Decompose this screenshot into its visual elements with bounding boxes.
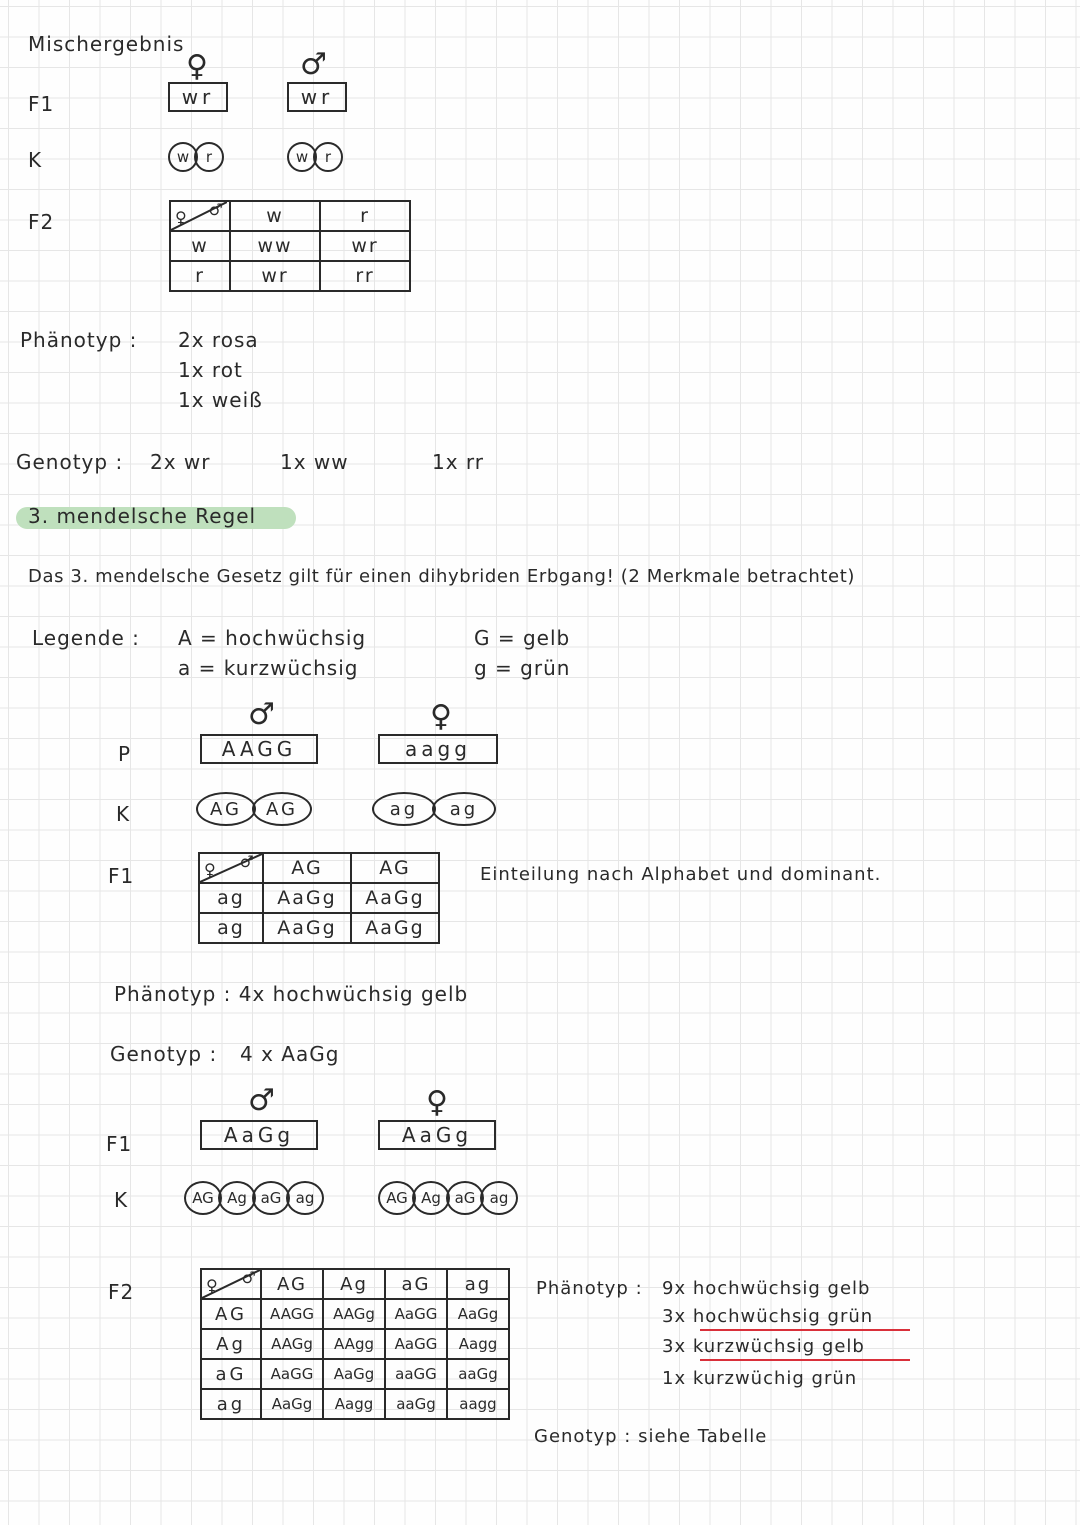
- table-cell: AaGG: [385, 1329, 447, 1359]
- table-cell: AaGg: [323, 1359, 385, 1389]
- f1-phenotype: Phänotyp : 4x hochwüchsig gelb: [114, 982, 469, 1006]
- table-cell: AAGG: [261, 1299, 323, 1329]
- gamete: Ag: [218, 1181, 256, 1215]
- red-underline: [700, 1329, 910, 1331]
- p-label: P: [118, 742, 132, 766]
- k-female-gametes: [372, 792, 492, 826]
- intro-text: Das 3. mendelsche Gesetz gilt für einen dihybriden Erbgang! (2 Merkmale betrachtet): [28, 566, 856, 587]
- f2-label: F2: [108, 1280, 135, 1304]
- gamete: AG: [184, 1181, 222, 1215]
- gamete: AG: [378, 1181, 416, 1215]
- phenotype-label: Phänotyp :: [20, 328, 138, 352]
- table-cell: AaGg: [263, 913, 351, 943]
- k-label: K: [28, 148, 43, 172]
- col-header: AG: [351, 853, 439, 883]
- note-text: Einteilung nach Alphabet und dominant.: [480, 864, 882, 885]
- table-cell: AaGg: [263, 883, 351, 913]
- female-symbol: ♀: [186, 49, 208, 84]
- male-symbol: ♂: [248, 1083, 275, 1118]
- phenotype-line: 1x weiß: [178, 388, 263, 412]
- table-corner: ♀ ♂: [199, 853, 263, 883]
- gamete: w: [168, 142, 198, 172]
- f2-phenotype-label: Phänotyp :: [536, 1278, 643, 1299]
- table-cell: AaGG: [261, 1359, 323, 1389]
- punnett-square-f2: [200, 1268, 510, 1420]
- f2-phenotype-line: 3x kurzwüchsig gelb: [662, 1336, 865, 1357]
- table-cell: AaGg: [351, 883, 439, 913]
- k-male-gametes: [287, 142, 339, 172]
- f2-genotype: Genotyp : siehe Tabelle: [534, 1426, 768, 1447]
- col-header: AG: [261, 1269, 323, 1299]
- table-corner: ♀ ♂: [170, 201, 230, 231]
- f1-genotype: 4 x AaGg: [240, 1042, 340, 1066]
- gamete: r: [194, 142, 224, 172]
- gamete: ag: [286, 1181, 324, 1215]
- table-cell: aaGg: [385, 1389, 447, 1419]
- f1b-male-genotype: AaGg: [200, 1120, 318, 1150]
- f2-phenotype-line: 3x hochwüchsig grün: [662, 1306, 874, 1327]
- gamete: w: [287, 142, 317, 172]
- genotype-item: 1x ww: [280, 450, 349, 474]
- section-title: Mischergebnis: [28, 32, 185, 56]
- table-cell: Aagg: [447, 1329, 509, 1359]
- f1-male-genotype: wr: [287, 82, 347, 112]
- f2-label: F2: [28, 210, 55, 234]
- male-symbol: ♂: [248, 697, 275, 732]
- phenotype-line: 2x rosa: [178, 328, 259, 352]
- gamete: aG: [252, 1181, 290, 1215]
- f2-phenotype-line: 1x kurzwüchig grün: [662, 1368, 858, 1389]
- gamete: AG: [252, 792, 312, 826]
- table-cell: AaGg: [447, 1299, 509, 1329]
- k-male-gametes: [196, 792, 308, 826]
- row-header: r: [170, 261, 230, 291]
- row-header: ag: [199, 913, 263, 943]
- p-male-genotype: AAGG: [200, 734, 318, 764]
- gamete: AG: [196, 792, 256, 826]
- k2-male-gametes: [184, 1181, 320, 1215]
- table-cell: AAGg: [323, 1299, 385, 1329]
- row-header: ag: [199, 883, 263, 913]
- female-symbol: ♀: [430, 699, 452, 734]
- genotype-label: Genotyp :: [16, 450, 124, 474]
- gamete: ag: [372, 792, 436, 826]
- table-corner: ♀ ♂: [201, 1269, 261, 1299]
- table-cell: rr: [320, 261, 410, 291]
- table-cell: wr: [230, 261, 320, 291]
- punnett-square-1: [169, 200, 411, 292]
- gamete: ag: [480, 1181, 518, 1215]
- k-female-gametes: [168, 142, 220, 172]
- genotype-item: 1x rr: [432, 450, 485, 474]
- male-symbol: ♂: [300, 47, 327, 82]
- row-header: aG: [201, 1359, 261, 1389]
- table-cell: AaGG: [385, 1299, 447, 1329]
- f1b-label: F1: [106, 1132, 133, 1156]
- row-header: w: [170, 231, 230, 261]
- gamete: Ag: [412, 1181, 450, 1215]
- col-header: w: [230, 201, 320, 231]
- table-cell: Aagg: [323, 1389, 385, 1419]
- f1-female-genotype: wr: [168, 82, 228, 112]
- col-header: r: [320, 201, 410, 231]
- table-cell: AaGg: [351, 913, 439, 943]
- section-heading: 3. mendelsche Regel: [28, 504, 257, 528]
- table-cell: aaGg: [447, 1359, 509, 1389]
- table-cell: ww: [230, 231, 320, 261]
- phenotype-line: 1x rot: [178, 358, 243, 382]
- col-header: Ag: [323, 1269, 385, 1299]
- table-cell: aaGG: [385, 1359, 447, 1389]
- table-cell: aagg: [447, 1389, 509, 1419]
- gamete: aG: [446, 1181, 484, 1215]
- legend-label: Legende :: [32, 626, 140, 650]
- gamete: r: [313, 142, 343, 172]
- k2-female-gametes: [378, 1181, 514, 1215]
- col-header: AG: [263, 853, 351, 883]
- f1-label: F1: [28, 92, 55, 116]
- k2-label: K: [114, 1188, 129, 1212]
- red-underline: [700, 1359, 910, 1361]
- f2-phenotype-line: 9x hochwüchsig gelb: [662, 1278, 871, 1299]
- f1b-female-genotype: AaGg: [378, 1120, 496, 1150]
- punnett-square-f1: [198, 852, 440, 944]
- gamete: ag: [432, 792, 496, 826]
- f1-genotype-label: Genotyp :: [110, 1042, 218, 1066]
- row-header: AG: [201, 1299, 261, 1329]
- genotype-item: 2x wr: [150, 450, 211, 474]
- female-symbol: ♀: [426, 1085, 448, 1120]
- table-cell: wr: [320, 231, 410, 261]
- table-cell: AAGg: [261, 1329, 323, 1359]
- col-header: aG: [385, 1269, 447, 1299]
- row-header: Ag: [201, 1329, 261, 1359]
- table-cell: AAgg: [323, 1329, 385, 1359]
- legend-item: g = grün: [474, 656, 571, 680]
- legend-item: A = hochwüchsig: [178, 626, 367, 650]
- f1-label: F1: [108, 864, 135, 888]
- legend-item: a = kurzwüchsig: [178, 656, 359, 680]
- p-female-genotype: aagg: [378, 734, 498, 764]
- legend-item: G = gelb: [474, 626, 571, 650]
- table-cell: AaGg: [261, 1389, 323, 1419]
- row-header: ag: [201, 1389, 261, 1419]
- k-label: K: [116, 802, 131, 826]
- col-header: ag: [447, 1269, 509, 1299]
